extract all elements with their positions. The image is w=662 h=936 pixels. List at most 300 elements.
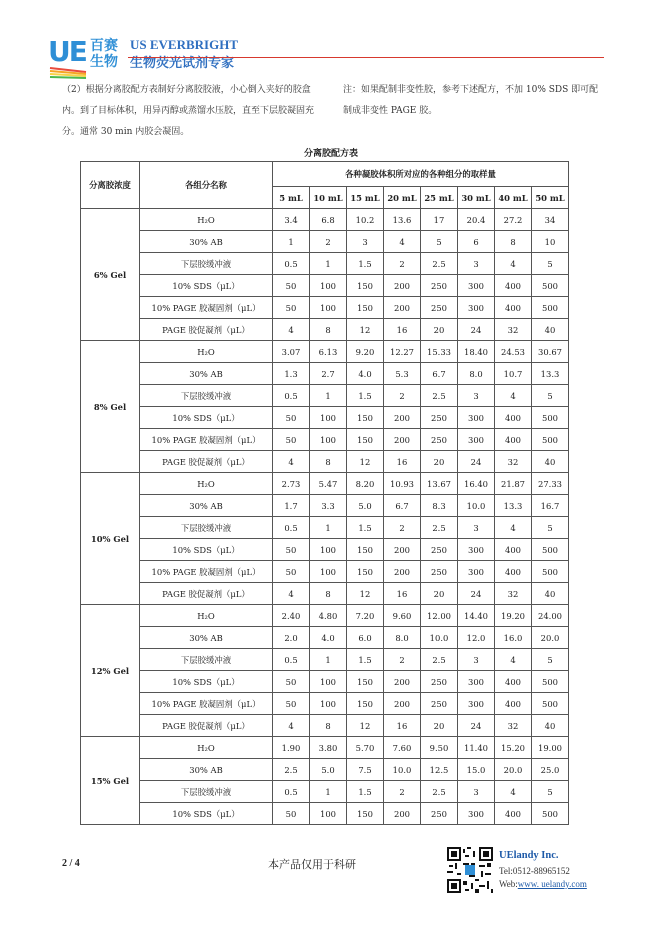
volume-value-cell: 12.0 bbox=[458, 627, 495, 649]
volume-value-cell: 12 bbox=[347, 319, 384, 341]
volume-value-cell: 150 bbox=[347, 561, 384, 583]
component-name-cell: 30% AB bbox=[140, 759, 273, 781]
volume-value-cell: 2.5 bbox=[421, 781, 458, 803]
volume-value-cell: 7.20 bbox=[347, 605, 384, 627]
component-name-cell: PAGE 胶促凝剂（μL） bbox=[140, 319, 273, 341]
volume-value-cell: 1 bbox=[310, 649, 347, 671]
volume-value-cell: 15.20 bbox=[495, 737, 532, 759]
volume-value-cell: 4 bbox=[273, 319, 310, 341]
table-row bbox=[81, 671, 569, 693]
volume-value-cell: 300 bbox=[458, 297, 495, 319]
volume-value-cell: 4 bbox=[495, 385, 532, 407]
volume-value-cell: 1 bbox=[310, 781, 347, 803]
volume-value-cell: 8 bbox=[495, 231, 532, 253]
volume-value-cell: 5 bbox=[532, 649, 569, 671]
component-name-cell: H₂O bbox=[140, 209, 273, 231]
volume-value-cell: 9.20 bbox=[347, 341, 384, 363]
table-row bbox=[81, 627, 569, 649]
volume-value-cell: 13.3 bbox=[495, 495, 532, 517]
component-name-cell: 下层胶缓冲液 bbox=[140, 649, 273, 671]
volume-value-cell: 500 bbox=[532, 275, 569, 297]
volume-value-cell: 16 bbox=[384, 583, 421, 605]
volume-value-cell: 12.00 bbox=[421, 605, 458, 627]
volume-value-cell: 40 bbox=[532, 715, 569, 737]
volume-value-cell: 100 bbox=[310, 671, 347, 693]
volume-value-cell: 8 bbox=[310, 319, 347, 341]
volume-value-cell: 9.60 bbox=[384, 605, 421, 627]
volume-value-cell: 50 bbox=[273, 693, 310, 715]
volume-value-cell: 1.5 bbox=[347, 385, 384, 407]
volume-value-cell: 12.27 bbox=[384, 341, 421, 363]
company-tel: Tel:0512-88965152 bbox=[499, 866, 570, 876]
component-name-cell: 10% PAGE 胶凝固剂（μL） bbox=[140, 561, 273, 583]
volume-value-cell: 1.90 bbox=[273, 737, 310, 759]
volume-value-cell: 500 bbox=[532, 407, 569, 429]
volume-value-cell: 200 bbox=[384, 561, 421, 583]
volume-value-cell: 1.5 bbox=[347, 253, 384, 275]
volume-value-cell: 200 bbox=[384, 803, 421, 825]
volume-value-cell: 8.0 bbox=[458, 363, 495, 385]
volume-value-cell: 5.0 bbox=[347, 495, 384, 517]
component-name-cell: 10% PAGE 胶凝固剂（μL） bbox=[140, 297, 273, 319]
volume-value-cell: 24 bbox=[458, 451, 495, 473]
volume-value-cell: 10.0 bbox=[384, 759, 421, 781]
table-row bbox=[81, 583, 569, 605]
volume-value-cell: 50 bbox=[273, 803, 310, 825]
volume-header: 5 mL bbox=[273, 187, 310, 209]
volume-value-cell: 4 bbox=[495, 649, 532, 671]
table-row bbox=[81, 253, 569, 275]
volume-value-cell: 15.33 bbox=[421, 341, 458, 363]
volume-value-cell: 16.7 bbox=[532, 495, 569, 517]
volume-value-cell: 100 bbox=[310, 803, 347, 825]
volume-value-cell: 3.3 bbox=[310, 495, 347, 517]
table-row bbox=[81, 715, 569, 737]
volume-value-cell: 8 bbox=[310, 451, 347, 473]
volume-value-cell: 16 bbox=[384, 715, 421, 737]
component-name-cell: 10% SDS（μL） bbox=[140, 407, 273, 429]
volume-value-cell: 40 bbox=[532, 583, 569, 605]
volume-value-cell: 24 bbox=[458, 715, 495, 737]
volume-value-cell: 50 bbox=[273, 429, 310, 451]
volume-value-cell: 2 bbox=[384, 781, 421, 803]
volume-value-cell: 16 bbox=[384, 319, 421, 341]
volume-value-cell: 5.47 bbox=[310, 473, 347, 495]
volume-value-cell: 150 bbox=[347, 275, 384, 297]
table-row bbox=[81, 605, 569, 627]
volume-value-cell: 12 bbox=[347, 583, 384, 605]
volume-value-cell: 250 bbox=[421, 693, 458, 715]
volume-value-cell: 300 bbox=[458, 693, 495, 715]
volume-value-cell: 400 bbox=[495, 429, 532, 451]
volume-value-cell: 4.80 bbox=[310, 605, 347, 627]
volume-value-cell: 8 bbox=[310, 583, 347, 605]
volume-value-cell: 300 bbox=[458, 407, 495, 429]
volume-value-cell: 300 bbox=[458, 671, 495, 693]
volume-value-cell: 150 bbox=[347, 671, 384, 693]
gel-concentration-cell: 10% Gel bbox=[81, 473, 140, 605]
volume-value-cell: 16.0 bbox=[495, 627, 532, 649]
table-row bbox=[81, 407, 569, 429]
volume-value-cell: 5.3 bbox=[384, 363, 421, 385]
volume-value-cell: 200 bbox=[384, 539, 421, 561]
gel-concentration-cell: 8% Gel bbox=[81, 341, 140, 473]
volume-value-cell: 3 bbox=[458, 781, 495, 803]
volume-value-cell: 2 bbox=[384, 517, 421, 539]
volume-header: 20 mL bbox=[384, 187, 421, 209]
volume-value-cell: 250 bbox=[421, 297, 458, 319]
volume-value-cell: 20.4 bbox=[458, 209, 495, 231]
volume-value-cell: 17 bbox=[421, 209, 458, 231]
intro-paragraph: （2）根据分离胶配方表制好分离胶胶液，小心倒入夹好的胶盒内。到了目标体积，用异丙醇或蒸馏水压胶，直至下层胶凝固充分。通常 30 min 内胶会凝固。 bbox=[62, 85, 315, 137]
volume-value-cell: 24 bbox=[458, 583, 495, 605]
volume-value-cell: 12 bbox=[347, 715, 384, 737]
table-row bbox=[81, 363, 569, 385]
volume-value-cell: 400 bbox=[495, 561, 532, 583]
volume-value-cell: 250 bbox=[421, 429, 458, 451]
volume-value-cell: 100 bbox=[310, 539, 347, 561]
volume-value-cell: 300 bbox=[458, 561, 495, 583]
volume-value-cell: 13.6 bbox=[384, 209, 421, 231]
brand-tagline: 生物荧光试剂专家 bbox=[130, 56, 235, 71]
volume-value-cell: 1.5 bbox=[347, 649, 384, 671]
volume-value-cell: 32 bbox=[495, 715, 532, 737]
volume-value-cell: 150 bbox=[347, 803, 384, 825]
component-name-cell: 30% AB bbox=[140, 231, 273, 253]
volume-value-cell: 2.40 bbox=[273, 605, 310, 627]
volume-value-cell: 2 bbox=[384, 649, 421, 671]
volume-value-cell: 6.7 bbox=[421, 363, 458, 385]
header-component-name: 各组分名称 bbox=[140, 162, 273, 209]
volume-value-cell: 300 bbox=[458, 539, 495, 561]
volume-value-cell: 10.0 bbox=[458, 495, 495, 517]
volume-value-cell: 10 bbox=[532, 231, 569, 253]
volume-value-cell: 0.5 bbox=[273, 517, 310, 539]
page-header bbox=[48, 36, 608, 76]
volume-value-cell: 2.5 bbox=[273, 759, 310, 781]
volume-value-cell: 1.5 bbox=[347, 781, 384, 803]
table-row bbox=[81, 737, 569, 759]
volume-value-cell: 500 bbox=[532, 693, 569, 715]
volume-value-cell: 300 bbox=[458, 429, 495, 451]
component-name-cell: 10% SDS（μL） bbox=[140, 275, 273, 297]
volume-value-cell: 1.7 bbox=[273, 495, 310, 517]
gel-concentration-cell: 15% Gel bbox=[81, 737, 140, 825]
volume-value-cell: 7.60 bbox=[384, 737, 421, 759]
gel-concentration-cell: 6% Gel bbox=[81, 209, 140, 341]
component-name-cell: H₂O bbox=[140, 605, 273, 627]
volume-value-cell: 4 bbox=[384, 231, 421, 253]
table-row bbox=[81, 495, 569, 517]
volume-value-cell: 0.5 bbox=[273, 781, 310, 803]
company-name: UElandy Inc. bbox=[499, 850, 559, 861]
page-number: 2 / 4 bbox=[62, 858, 80, 869]
volume-value-cell: 250 bbox=[421, 561, 458, 583]
component-name-cell: 10% SDS（μL） bbox=[140, 671, 273, 693]
volume-value-cell: 50 bbox=[273, 275, 310, 297]
volume-value-cell: 400 bbox=[495, 539, 532, 561]
volume-value-cell: 12.5 bbox=[421, 759, 458, 781]
volume-value-cell: 11.40 bbox=[458, 737, 495, 759]
volume-value-cell: 100 bbox=[310, 275, 347, 297]
volume-value-cell: 4 bbox=[495, 253, 532, 275]
volume-value-cell: 150 bbox=[347, 429, 384, 451]
volume-header: 15 mL bbox=[347, 187, 384, 209]
volume-value-cell: 6.7 bbox=[384, 495, 421, 517]
volume-value-cell: 15.0 bbox=[458, 759, 495, 781]
volume-header: 40 mL bbox=[495, 187, 532, 209]
volume-value-cell: 10.2 bbox=[347, 209, 384, 231]
volume-value-cell: 9.50 bbox=[421, 737, 458, 759]
component-name-cell: H₂O bbox=[140, 341, 273, 363]
footer-note: 本产品仅用于科研 bbox=[268, 858, 356, 871]
volume-value-cell: 0.5 bbox=[273, 385, 310, 407]
note-paragraph: 注：如果配制非变性胶，参考下述配方，不加 10% SDS 即可配制成非变性 PAGE 胶。 bbox=[343, 85, 599, 116]
table-row bbox=[81, 693, 569, 715]
table-row bbox=[81, 209, 569, 231]
volume-value-cell: 20.0 bbox=[495, 759, 532, 781]
volume-value-cell: 50 bbox=[273, 539, 310, 561]
component-name-cell: 下层胶缓冲液 bbox=[140, 253, 273, 275]
volume-value-cell: 400 bbox=[495, 671, 532, 693]
volume-value-cell: 18.40 bbox=[458, 341, 495, 363]
qr-code-icon bbox=[447, 847, 493, 893]
volume-value-cell: 200 bbox=[384, 693, 421, 715]
table-row bbox=[81, 561, 569, 583]
logo-cn-top: 百赛 bbox=[90, 38, 118, 54]
volume-value-cell: 100 bbox=[310, 561, 347, 583]
volume-value-cell: 50 bbox=[273, 671, 310, 693]
volume-value-cell: 32 bbox=[495, 319, 532, 341]
volume-value-cell: 24 bbox=[458, 319, 495, 341]
volume-value-cell: 4.0 bbox=[347, 363, 384, 385]
volume-value-cell: 4.0 bbox=[310, 627, 347, 649]
component-name-cell: 10% PAGE 胶凝固剂（μL） bbox=[140, 693, 273, 715]
volume-value-cell: 2 bbox=[384, 253, 421, 275]
volume-value-cell: 16 bbox=[384, 451, 421, 473]
company-web bbox=[499, 879, 587, 889]
volume-value-cell: 3.07 bbox=[273, 341, 310, 363]
component-name-cell: 下层胶缓冲液 bbox=[140, 781, 273, 803]
volume-value-cell: 400 bbox=[495, 693, 532, 715]
volume-value-cell: 24.00 bbox=[532, 605, 569, 627]
volume-value-cell: 150 bbox=[347, 297, 384, 319]
volume-value-cell: 32 bbox=[495, 583, 532, 605]
volume-value-cell: 1 bbox=[310, 385, 347, 407]
volume-value-cell: 16.40 bbox=[458, 473, 495, 495]
volume-value-cell: 500 bbox=[532, 803, 569, 825]
volume-value-cell: 3 bbox=[347, 231, 384, 253]
table-row bbox=[81, 759, 569, 781]
component-name-cell: 10% SDS（μL） bbox=[140, 539, 273, 561]
component-name-cell: H₂O bbox=[140, 473, 273, 495]
volume-value-cell: 40 bbox=[532, 319, 569, 341]
volume-value-cell: 4 bbox=[273, 451, 310, 473]
volume-value-cell: 500 bbox=[532, 297, 569, 319]
volume-value-cell: 30.67 bbox=[532, 341, 569, 363]
volume-value-cell: 20 bbox=[421, 451, 458, 473]
volume-value-cell: 8.0 bbox=[384, 627, 421, 649]
volume-value-cell: 300 bbox=[458, 803, 495, 825]
formula-table bbox=[80, 161, 569, 825]
volume-value-cell: 500 bbox=[532, 561, 569, 583]
component-name-cell: 30% AB bbox=[140, 627, 273, 649]
volume-value-cell: 400 bbox=[495, 275, 532, 297]
volume-value-cell: 150 bbox=[347, 693, 384, 715]
component-name-cell: 10% SDS（μL） bbox=[140, 803, 273, 825]
volume-value-cell: 8 bbox=[310, 715, 347, 737]
volume-value-cell: 200 bbox=[384, 429, 421, 451]
volume-value-cell: 5 bbox=[421, 231, 458, 253]
volume-value-cell: 6.8 bbox=[310, 209, 347, 231]
volume-value-cell: 8.20 bbox=[347, 473, 384, 495]
volume-value-cell: 20 bbox=[421, 583, 458, 605]
volume-value-cell: 6 bbox=[458, 231, 495, 253]
component-name-cell: 10% PAGE 胶凝固剂（μL） bbox=[140, 429, 273, 451]
volume-value-cell: 8.3 bbox=[421, 495, 458, 517]
logo-cn-bottom: 生物 bbox=[90, 54, 118, 70]
volume-value-cell: 40 bbox=[532, 451, 569, 473]
volume-value-cell: 100 bbox=[310, 407, 347, 429]
volume-value-cell: 4 bbox=[273, 583, 310, 605]
volume-value-cell: 3.80 bbox=[310, 737, 347, 759]
volume-value-cell: 12 bbox=[347, 451, 384, 473]
volume-value-cell: 13.3 bbox=[532, 363, 569, 385]
volume-value-cell: 20.0 bbox=[532, 627, 569, 649]
volume-value-cell: 100 bbox=[310, 429, 347, 451]
volume-value-cell: 13.67 bbox=[421, 473, 458, 495]
web-label: Web: bbox=[499, 879, 518, 889]
volume-value-cell: 50 bbox=[273, 297, 310, 319]
volume-value-cell: 5.0 bbox=[310, 759, 347, 781]
volume-value-cell: 20 bbox=[421, 319, 458, 341]
table-row bbox=[81, 341, 569, 363]
volume-value-cell: 2.5 bbox=[421, 649, 458, 671]
volume-value-cell: 50 bbox=[273, 407, 310, 429]
volume-value-cell: 3 bbox=[458, 649, 495, 671]
volume-value-cell: 200 bbox=[384, 671, 421, 693]
volume-value-cell: 19.00 bbox=[532, 737, 569, 759]
volume-value-cell: 500 bbox=[532, 539, 569, 561]
table-row bbox=[81, 297, 569, 319]
volume-value-cell: 2.73 bbox=[273, 473, 310, 495]
volume-value-cell: 250 bbox=[421, 539, 458, 561]
header-rule bbox=[128, 57, 604, 58]
website-link[interactable]: www. uelandy.com bbox=[517, 879, 587, 889]
volume-value-cell: 24.53 bbox=[495, 341, 532, 363]
table-row bbox=[81, 539, 569, 561]
volume-value-cell: 250 bbox=[421, 671, 458, 693]
header-volume-group: 各种凝胶体积所对应的各种组分的取样量 bbox=[273, 162, 569, 187]
volume-value-cell: 5 bbox=[532, 517, 569, 539]
volume-value-cell: 2.7 bbox=[310, 363, 347, 385]
volume-value-cell: 32 bbox=[495, 451, 532, 473]
volume-header: 50 mL bbox=[532, 187, 569, 209]
volume-value-cell: 1.3 bbox=[273, 363, 310, 385]
volume-value-cell: 2.0 bbox=[273, 627, 310, 649]
volume-value-cell: 25.0 bbox=[532, 759, 569, 781]
component-name-cell: PAGE 胶促凝剂（μL） bbox=[140, 451, 273, 473]
volume-value-cell: 6.0 bbox=[347, 627, 384, 649]
volume-value-cell: 21.87 bbox=[495, 473, 532, 495]
table-row bbox=[81, 517, 569, 539]
volume-header: 30 mL bbox=[458, 187, 495, 209]
volume-value-cell: 200 bbox=[384, 275, 421, 297]
table-row bbox=[81, 451, 569, 473]
table-row bbox=[81, 781, 569, 803]
logo-rays-icon bbox=[48, 66, 88, 80]
volume-value-cell: 3 bbox=[458, 253, 495, 275]
volume-value-cell: 2.5 bbox=[421, 517, 458, 539]
component-name-cell: 30% AB bbox=[140, 363, 273, 385]
volume-value-cell: 500 bbox=[532, 429, 569, 451]
volume-value-cell: 400 bbox=[495, 803, 532, 825]
volume-value-cell: 100 bbox=[310, 297, 347, 319]
volume-value-cell: 2 bbox=[384, 385, 421, 407]
table-title: 分离胶配方表 bbox=[303, 149, 358, 159]
volume-value-cell: 5 bbox=[532, 781, 569, 803]
volume-value-cell: 27.2 bbox=[495, 209, 532, 231]
logo-ue: UE bbox=[48, 35, 86, 68]
volume-value-cell: 300 bbox=[458, 275, 495, 297]
component-name-cell: 下层胶缓冲液 bbox=[140, 517, 273, 539]
volume-value-cell: 3 bbox=[458, 385, 495, 407]
volume-value-cell: 20 bbox=[421, 715, 458, 737]
brand-name: US EVERBRIGHT bbox=[130, 37, 238, 52]
volume-value-cell: 4 bbox=[273, 715, 310, 737]
volume-value-cell: 34 bbox=[532, 209, 569, 231]
table-row bbox=[81, 231, 569, 253]
volume-value-cell: 3.4 bbox=[273, 209, 310, 231]
volume-value-cell: 19.20 bbox=[495, 605, 532, 627]
gel-concentration-cell: 12% Gel bbox=[81, 605, 140, 737]
header-gel-concentration: 分离胶浓度 bbox=[81, 162, 140, 209]
volume-value-cell: 150 bbox=[347, 539, 384, 561]
volume-value-cell: 5 bbox=[532, 385, 569, 407]
volume-value-cell: 10.0 bbox=[421, 627, 458, 649]
volume-value-cell: 200 bbox=[384, 407, 421, 429]
volume-value-cell: 250 bbox=[421, 275, 458, 297]
volume-value-cell: 150 bbox=[347, 407, 384, 429]
volume-value-cell: 0.5 bbox=[273, 253, 310, 275]
volume-value-cell: 14.40 bbox=[458, 605, 495, 627]
volume-value-cell: 200 bbox=[384, 297, 421, 319]
component-name-cell: 30% AB bbox=[140, 495, 273, 517]
volume-value-cell: 5.70 bbox=[347, 737, 384, 759]
table-row bbox=[81, 429, 569, 451]
volume-value-cell: 2 bbox=[310, 231, 347, 253]
table-row bbox=[81, 275, 569, 297]
volume-value-cell: 250 bbox=[421, 407, 458, 429]
volume-value-cell: 27.33 bbox=[532, 473, 569, 495]
table-row bbox=[81, 385, 569, 407]
volume-value-cell: 6.13 bbox=[310, 341, 347, 363]
volume-value-cell: 10.7 bbox=[495, 363, 532, 385]
volume-value-cell: 250 bbox=[421, 803, 458, 825]
table-row bbox=[81, 473, 569, 495]
volume-value-cell: 1.5 bbox=[347, 517, 384, 539]
volume-value-cell: 2.5 bbox=[421, 253, 458, 275]
logo-chinese bbox=[90, 38, 118, 70]
volume-value-cell: 400 bbox=[495, 407, 532, 429]
table-row bbox=[81, 649, 569, 671]
component-name-cell: PAGE 胶促凝剂（μL） bbox=[140, 715, 273, 737]
volume-value-cell: 100 bbox=[310, 693, 347, 715]
volume-value-cell: 4 bbox=[495, 781, 532, 803]
volume-value-cell: 4 bbox=[495, 517, 532, 539]
volume-value-cell: 500 bbox=[532, 671, 569, 693]
volume-value-cell: 3 bbox=[458, 517, 495, 539]
